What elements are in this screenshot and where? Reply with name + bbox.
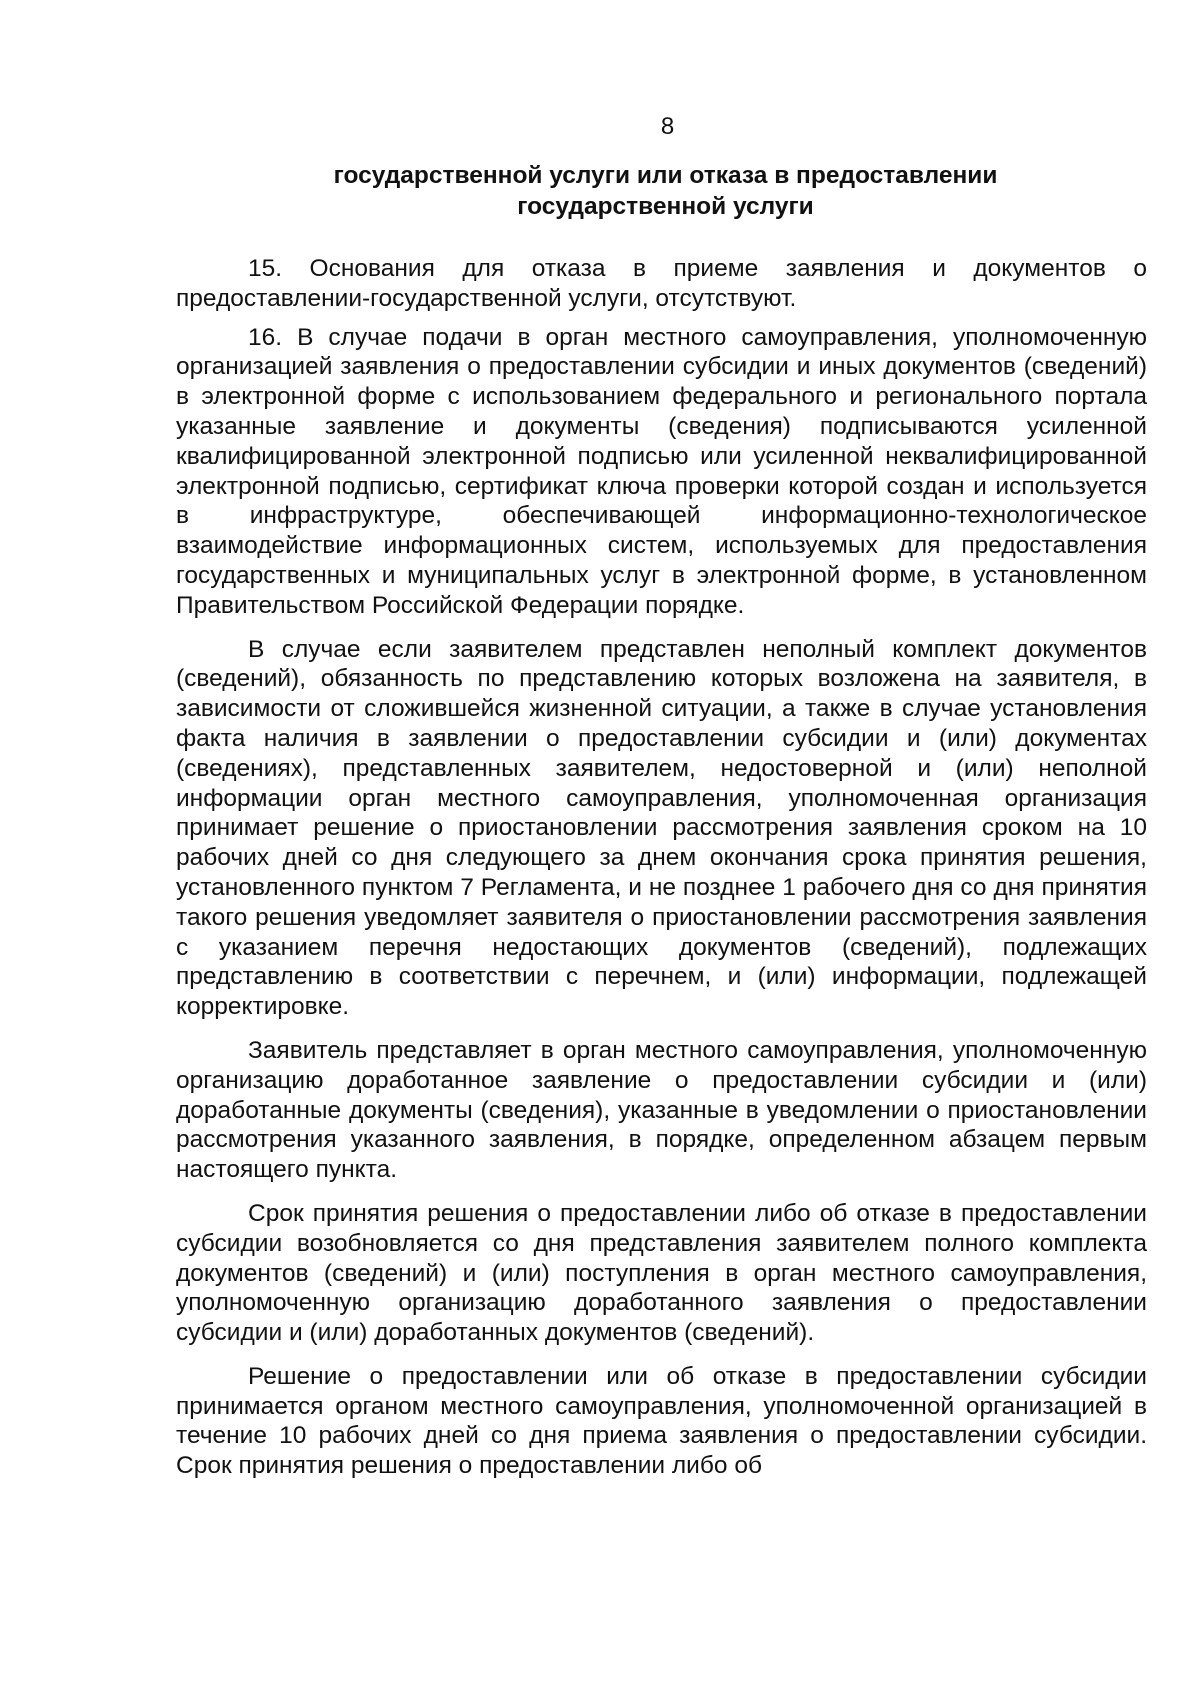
paragraph-decision-term: Решение о предоставлении или об отказе в предоставлении субсидии принимается органом местного самоуправления, уполномоченной организацией в течение 10 рабочих дней со дня приема заявления о предоставлении субсидии. Срок принятия решения о предоставлении либо об [176, 1362, 1147, 1480]
section-heading-line-2: государственной услуги [517, 193, 814, 220]
page-number: 8 [660, 113, 675, 140]
section-heading [176, 160, 1147, 222]
paragraph-item-15: 15. Основания для отказа в приеме заявления и документов о предоставлении-государственной услуги, отсутствуют. [176, 255, 1147, 312]
paragraph-decision-term-resumed: Срок принятия решения о предоставлении либо об отказе в предоставлении субсидии возобновляется со дня представления заявителем полного комплекта документов (сведений) и (или) поступления в орган местного самоуправления, уполномоченную организацию доработанного заявления о предоставлении субсидии и (или) доработанных документов (сведений). [176, 1199, 1147, 1347]
section-heading-line-1: государственной услуги или отказа в предоставлении [333, 162, 998, 189]
paragraph-incomplete-documents: В случае если заявителем представлен неполный комплект документов (сведений), обязанность по представлению которых возложена на заявителя, в зависимости от сложившейся жизненной ситуации, а также в случае установления факта наличия в заявлении о предоставлении субсидии и (или) документах (сведениях), представленных заявителем, недостоверной и (или) неполной информации орган местного самоуправления, уполномоченная организация принимает решение о приостановлении рассмотрения заявления сроком на 10 рабочих дней со дня следующего за днем окончания срока принятия решения, установленного пунктом 7 Регламента, и не позднее 1 рабочего дня со дня принятия такого решения уведомляет заявителя о приостановлении рассмотрения заявления с указанием перечня недостающих документов (сведений), подлежащих представлению в соответствии с перечнем, и (или) информации, подлежащей корректировке. [176, 635, 1147, 1021]
paragraph-applicant-resubmission: Заявитель представляет в орган местного самоуправления, уполномоченную организацию доработанное заявление о предоставлении субсидии и (или) доработанные документы (сведения), указанные в уведомлении о приостановлении рассмотрения указанного заявления, в порядке, определенном абзацем первым настоящего пункта. [176, 1036, 1147, 1184]
document-page [176, 112, 1147, 1490]
paragraph-item-16: 16. В случае подачи в орган местного самоуправления, уполномоченную организацией заявления о предоставлении субсидии и иных документов (сведений) в электронной форме с использованием федерального и регионального портала указанные заявление и документы (сведения) подписываются усиленной квалифицированной электронной подписью или усиленной неквалифицированной электронной подписью, сертификат ключа проверки которой создан и используется в инфраструктуре, обеспечивающей информационно-технологическое взаимодействие информационных систем, используемых для предоставления государственных и муниципальных услуг в электронной форме, в установленном Правительством Российской Федерации порядке. [176, 323, 1147, 619]
